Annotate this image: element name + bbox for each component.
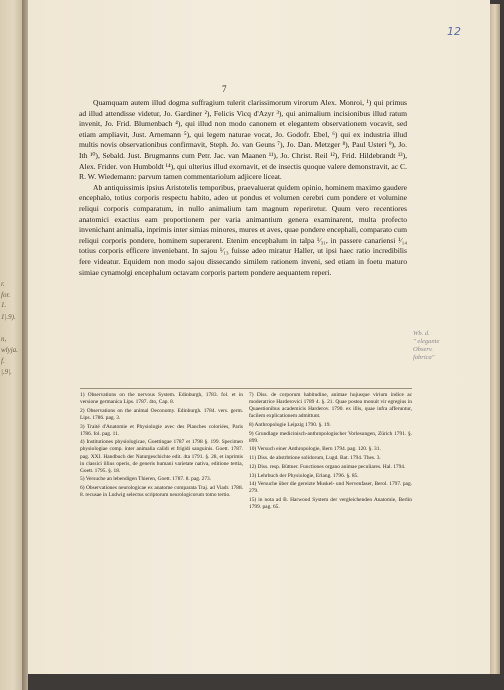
prev-page-marginalia: for. [1,291,11,299]
footnote: 8) Anthropologie Leipzig 1790. §. 19. [249,421,331,428]
handwritten-folio-number: 12 [447,25,461,38]
margin-annotation-line: " elegante [413,338,440,345]
prev-page-marginalia: f. [1,357,5,365]
footnote-separator [80,388,412,389]
footnote: 14) Versuche über die gereizte Muskel- und Nervenfaser, Berol. 1797. pag. 279. [249,481,412,495]
footnote: 7) Diss. de corporum habitudine, animae hujusque virium indice ac moderatrice Harderovici 1789 4. §. 21. Quae postea monuit vir egregius in Quaestionibus academicis Harderov. 1790. ex illis, quae infra afferuntur, facilem explicationem admittunt. [249,392,412,420]
footnote: 11) Diss. de abstrbtione solidorum, Lugd. Bat. 1794. Thes. 3. [249,455,381,462]
paragraph: Quamquam autem illud dogma suffragium tulerit clarissimorum virorum Alex. Monroi, ¹) qui primus ad illud attendisse videtur, Jo. Gardiner ²), Felicis Vicq d'Azyr ³), qui animalium incisionibus illud ratum invenit, Jo. Frid. Blumenbach ⁴), qui illud non modo canonem et elegantem observationem vocavit, sed etiam ampliavit, Just. Arnemann ⁵), qui legem naturae vocat, Jo. Godofr. Ebel, ⁶) qui ex industria illud multis novis observationibus confirmavit, Steph. Jo. van Geuns ⁷), Jo. Dan. Metzger ⁸), Paul Usteri ⁹), Jo. Ith ¹⁰), Sebald. Just. Brugmanns cum Petr. Jac. van Maanen ¹¹), Jo. Christ. Reil ¹²), Frid. Hildebrandt ¹³), Alex. Frider. von Humboldt ¹⁴), qui ulterius illud exornavit, et de insectis quoque valere demonstravit, ac C. R. W. Wiedemann: parvum tamen commentariolum adjicere liceat. [79,98,407,182]
main-text [79,98,407,278]
page-number: 7 [222,84,227,94]
prev-page-marginalia: r. [1,280,5,288]
page-stack-edge [490,4,500,674]
footnote: 3) Traité d'Anatomie et Physiologie avec des Planches coloriées, Paris 1786. fol. pag. 11. [80,423,243,437]
footnote: 13) Lehrbuch der Physiologie, Erlang. 1796. §. 85. [249,472,359,479]
footnotes-left-column [80,392,243,501]
footnotes-right-column [249,392,412,513]
prev-page-marginalia: |.9|. [1,368,12,376]
paragraph: Ab antiquissimis ipsius Aristotelis temporibus, praevaluerat quidem opinio, hominem maximo gaudere encephalo, totius corporis respectu habito, adeo ut pondus et volumen cerebri cum pondere et volumine reliqui corporis comparatum, in nullo animalium tam magnum reperiretur. Quum vero recentiores anatomici exactius eam proportionem per varia animantium genera examinarent, multa profecto invenichant animalia, inprimis inter simias minores, mures et aves, quae pondere encephali, comparato cum reliqui corporis pondere, hominem superarent. Etenim encephalum in talpa ¹⁄₃₁, in passere canariensi ¹⁄₁₄ totius corporis efficere inveniebant. In sajou ¹⁄₁₃ fuisse adeo miratur Haller, ut ipsi haec ratio incredibilis fere videatur. Equidem non modo sajou dissecando similem rationem inveni, sed etiam in foetu maturo simiae cynamolgi encephalum octavam corporis partem pondere aequantem reperi. [79,182,407,277]
footnote: 1) Observations on the nervous System. Edinburgh, 1783. fol. et in versione germanica Lips. 1787. 4to, Cap. 8. [80,392,243,406]
footnote: 5) Versuche an lebendigen Thieren, Goett. 1787. 8. pag. 273. [80,476,212,483]
previous-page-edge [0,0,22,690]
footnote: 12) Diss. resp. Büttner. Functiones organo animae peculiares. Hal. 1794. [249,463,406,470]
footnote: 2) Observations on the animal Oeconomy. Edinburgh. 1784. vers. germ. Lips. 1786. pag. 3. [80,407,243,421]
footnote: 10) Versuch einer Anthropologie, Bern 1794. pag. 120. §. 31. [249,446,381,453]
footnote: 4) Institutiones physiologicae, Goettingae 1787 et 1798 §. 199. Specimen physiologiae comp. inter animalia calidi et frigidi sanguinis. Goett. 1787. pag. XXI. Handbuch der Naturgeschichte edit. 4ta 1791. §. 28, et inprimis in classici illius operis, de generis humani varietate nativa, editione tertia, Goett. 1795. §. 18. [80,439,243,474]
footnote: 6) Observationes neurologicae ex anatome comparata Traj. ad Viadr. 1788. 8. recusae in Ludwig selectus scriptorum neurologicorum tomo tertio. [80,485,243,499]
prev-page-marginalia: 1. [1,301,7,309]
prev-page-marginalia: 1|.9). [1,313,16,321]
margin-annotation-line: fabrica" [413,354,435,361]
footnote: 9) Grundlage medicinisch-anthropologischer Vorlesungen, Zürich 1791. §. 899. [249,430,412,444]
margin-annotation-line: Wb. d. [413,330,430,337]
margin-annotation-line: Observ. [413,346,433,353]
prev-page-marginalia: n, [1,335,7,343]
margin-annotation [413,330,439,362]
footnote: 15) in nota ad B. Harwood System der vergleichenden Anatomie, Berlin 1799. pag. 65. [249,496,412,511]
prev-page-marginalia: wlyja. [1,346,18,354]
